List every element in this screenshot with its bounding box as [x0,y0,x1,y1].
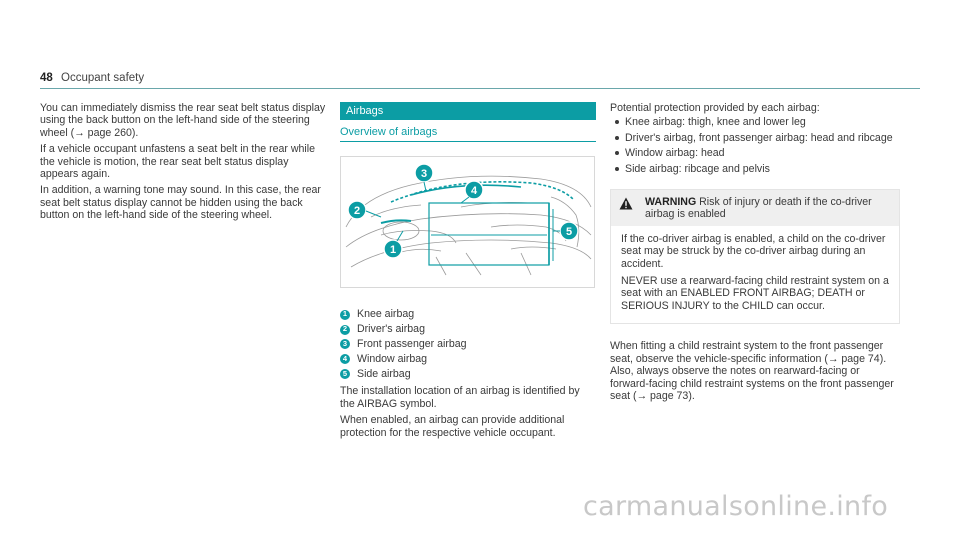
paragraph: If a vehicle occupant unfastens a seat belt in the rear while the vehicle is motion, the rear seat belt status display appears again. [40,143,316,181]
paragraph: When fitting a child restraint system to the front passenger seat, observe the vehicle-specific information (→ page 74). Also, always observe the notes on rearward-facing or forward-facing child restraint systems on the front passenger seat (→ page 73). [610,340,894,402]
warning-box [610,189,900,324]
legend-item [340,353,596,365]
legend-number: 3 [340,339,350,349]
list-item: Window airbag: head [610,147,900,159]
paragraph: The installation location of an airbag is identified by the AIRBAG symbol. [340,385,580,410]
page-header-title: Occupant safety [61,72,145,84]
list-item: Side airbag: ribcage and pelvis [610,163,900,175]
paragraph: NEVER use a rearward-facing child restraint system on a seat with an ENABLED FRONT AIRBAG; DEATH or SERIOUS INJURY to the CHILD can occur. [621,275,889,312]
callout-3: 3 [420,168,428,181]
callout-2: 2 [353,205,361,218]
legend-number: 1 [340,310,350,320]
legend-label: Knee airbag [357,308,415,321]
paragraph: You can immediately dismiss the rear seat belt status display using the back button on the left-hand side of the steering wheel (→ page 260). [40,102,326,139]
airbag-figure [340,156,595,288]
legend-item [340,338,596,350]
subsection-heading: Overview of airbags [340,126,596,142]
header-rule [40,88,920,89]
callout-4: 4 [470,185,478,198]
legend-number: 2 [340,325,350,335]
column-middle [340,102,596,443]
paragraph: In addition, a warning tone may sound. In this case, the rear seat belt status display cannot be hidden using the back button on the left-hand side of the steering wheel. [40,184,321,222]
warning-body [611,226,899,323]
legend-number: 5 [340,369,350,379]
warning-triangle-icon [619,197,635,221]
callout-5: 5 [565,226,573,239]
paragraph: If the co-driver airbag is enabled, a child on the co-driver seat may be struck by the co-driver airbag during an accident. [621,232,886,270]
column-left [40,102,326,226]
warning-label: WARNING [645,196,697,209]
legend-label: Window airbag [357,353,428,366]
watermark: carmanualsonline.info [583,491,889,522]
list-item: Driver's airbag, front passenger airbag: head and ribcage [610,132,900,144]
legend-label: Side airbag [357,368,411,381]
callout-1: 1 [389,244,397,257]
airbag-legend [340,308,596,380]
warning-header [611,190,899,226]
legend-label: Front passenger airbag [357,338,467,351]
legend-item [340,368,596,380]
paragraph: Potential protection provided by each airbag: [610,102,820,114]
paragraph: When enabled, an airbag can provide additional protection for the respective vehicle occupant. [340,414,565,439]
car-interior-illustration [341,157,595,288]
warning-headline: Risk of injury or death if the co-driver airbag is enabled [645,196,872,221]
page-number: 48 [40,72,53,84]
legend-item [340,323,596,335]
protection-list [610,116,900,175]
legend-item [340,308,596,320]
legend-label: Driver's airbag [357,323,425,336]
list-item: Knee airbag: thigh, knee and lower leg [610,116,900,128]
legend-number: 4 [340,354,350,364]
column-right [610,102,900,406]
section-heading: Airbags [340,102,596,120]
